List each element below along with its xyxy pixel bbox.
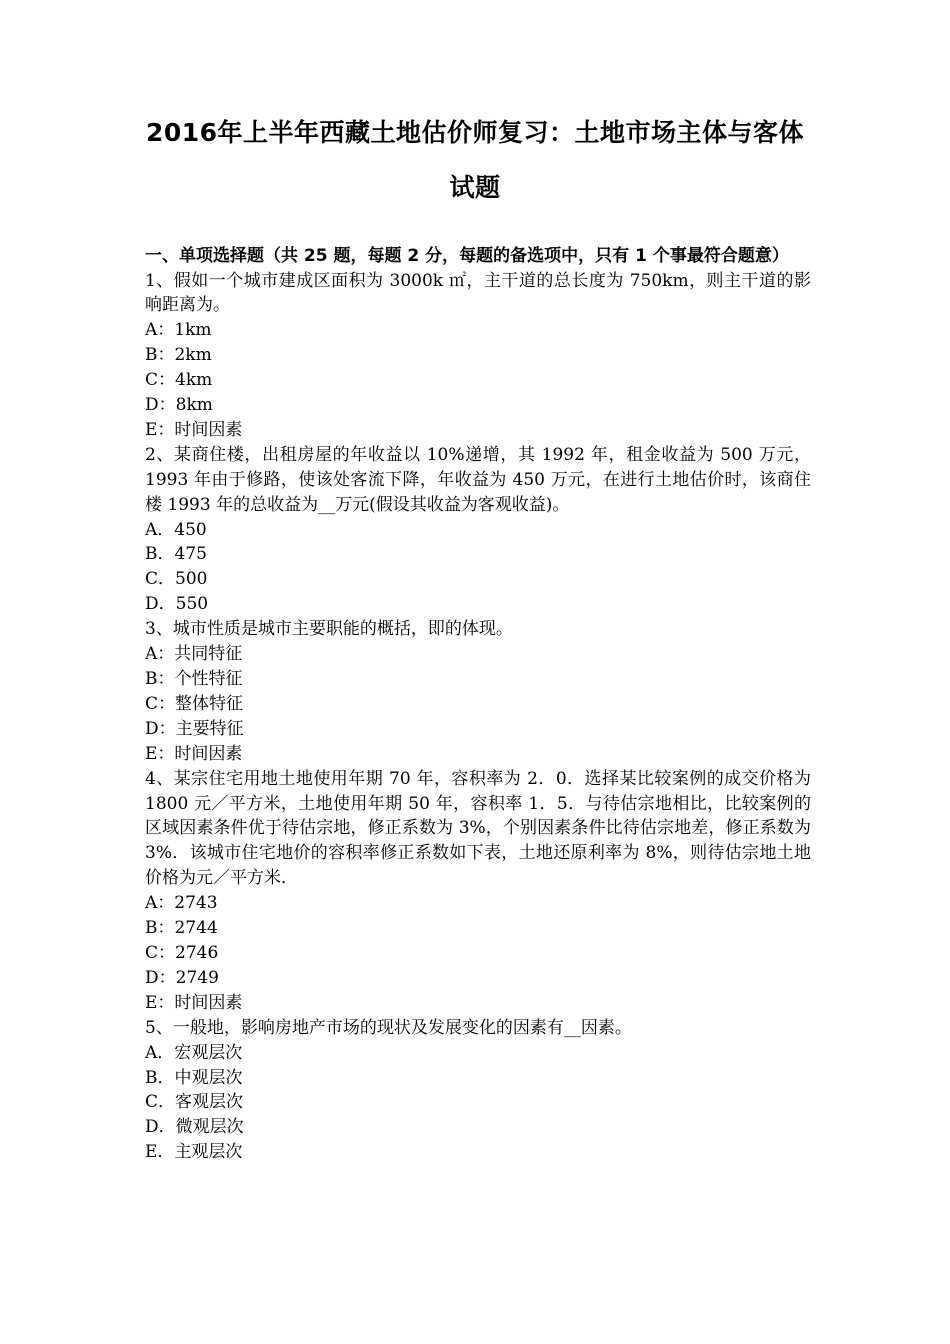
option-e: E：时间因素 [145, 419, 243, 440]
option-b: B：2km [145, 345, 212, 366]
option-c: C：整体特征 [145, 693, 244, 714]
option-e: E：时间因素 [145, 743, 243, 764]
document-body [145, 244, 811, 1165]
option-c: C：2746 [145, 942, 219, 963]
question-stem: 4、某宗住宅用地土地使用年期 70 年，容积率为 2．0．选择某比较案例的成交价格为 1800 元／平方米，土地使用年期 50 年，容积率 1．5．与待估宗地相比，比较案例的区域因素条件优于待估宗地，修正系数为 3%，个别因素条件比待估宗地差，修正系数为 3%．该城市住宅地价的容积率修正系数如下表，土地还原利率为 8%，则待估宗地土地价格为元／平方米． [145, 768, 811, 889]
option-d: D：主要特征 [145, 718, 244, 739]
option-a: A．450 [145, 519, 207, 540]
question-4 [145, 767, 811, 1016]
option-d: D：8km [145, 395, 213, 416]
question-1 [145, 269, 811, 443]
question-2 [145, 443, 811, 617]
option-a: A：1km [145, 320, 212, 341]
question-stem: 5、一般地，影响房地产市场的现状及发展变化的因素有__因素。 [145, 1017, 632, 1038]
question-stem: 1、假如一个城市建成区面积为 3000k ㎡，主干道的总长度为 750km，则主干道的影响距离为。 [145, 270, 811, 316]
option-d: D．微观层次 [145, 1117, 244, 1138]
option-a: A：共同特征 [145, 644, 243, 665]
option-b: B．475 [145, 544, 207, 565]
option-b: B．中观层次 [145, 1067, 243, 1088]
option-d: D：2749 [145, 967, 219, 988]
option-b: B：个性特征 [145, 669, 243, 689]
option-a: A．宏观层次 [145, 1042, 243, 1063]
option-c: C．500 [145, 569, 208, 590]
option-c: C：4km [145, 370, 213, 391]
document-title-line1: 2016年上半年西藏土地估价师复习：土地市场主体与客体 [145, 118, 805, 147]
question-5 [145, 1016, 811, 1165]
question-stem: 2、某商住楼，出租房屋的年收益以 10%递增，其 1992 年，租金收益为 500 万元，1993 年由于修路，使该处客流下降，年收益为 450 万元，在进行土地估价时，该商住楼 1993 年的总收益为__万元(假设其收益为客观收益)。 [145, 444, 811, 515]
section-heading: 一、单项选择题（共 25 题，每题 2 分，每题的备选项中，只有 1 个事最符合题意） [145, 246, 789, 266]
option-b: B：2744 [145, 918, 218, 939]
option-a: A：2743 [145, 893, 218, 914]
option-e: E．主观层次 [145, 1142, 243, 1163]
document-title-line2: 试题 [449, 173, 501, 202]
option-e: E：时间因素 [145, 992, 243, 1013]
question-stem: 3、城市性质是城市主要职能的概括，即的体现。 [145, 619, 513, 640]
question-3 [145, 617, 811, 766]
option-c: C．客观层次 [145, 1092, 244, 1113]
option-d: D．550 [145, 594, 209, 615]
